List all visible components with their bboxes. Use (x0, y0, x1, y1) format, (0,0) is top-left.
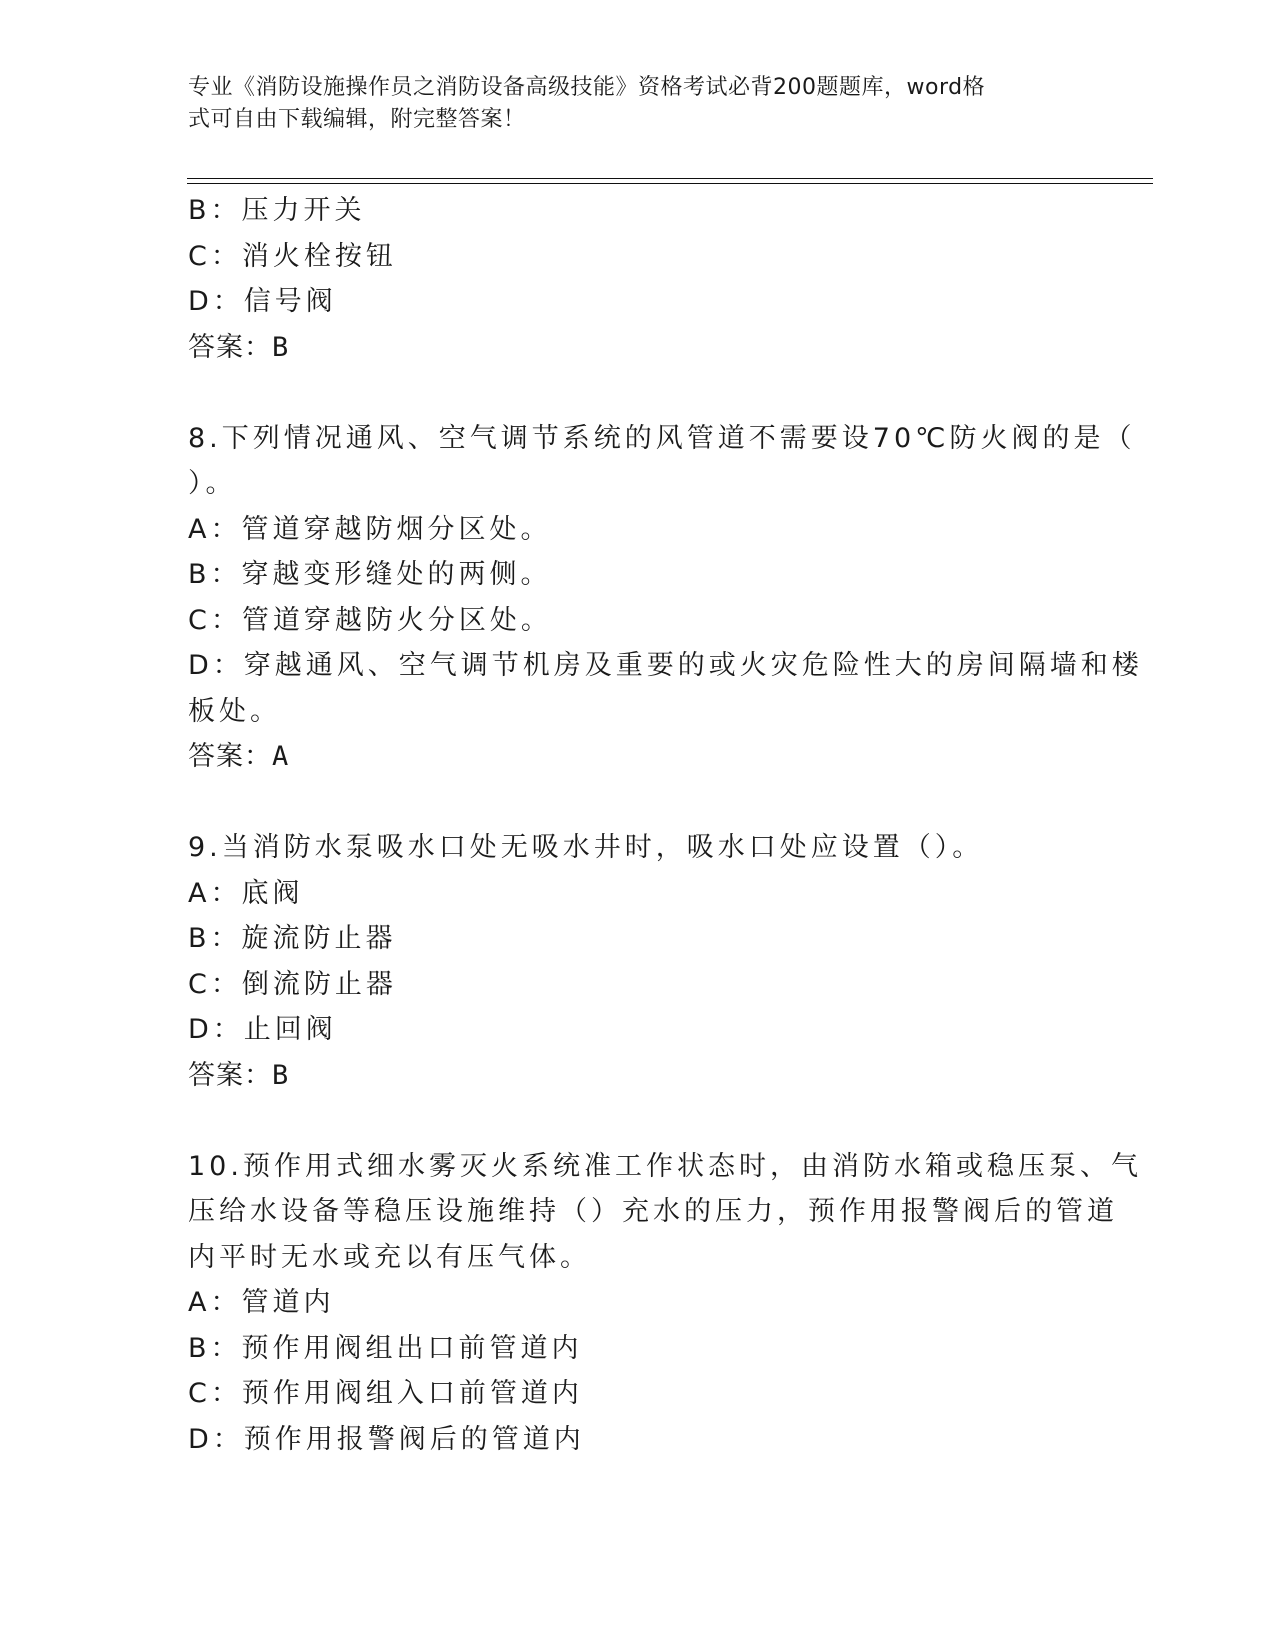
option-c: C：倒流防止器 (188, 968, 397, 1000)
option-b: B：压力开关 (188, 195, 366, 226)
option-d: D：预作用报警阀后的管道内 (188, 1423, 585, 1455)
option-b: B：穿越变形缝处的两侧。 (188, 559, 552, 590)
option-c: C：消火栓按钮 (188, 240, 397, 272)
question-stem-line: 10.预作用式细水雾灭火系统准工作状态时，由消防水箱或稳压泵、气 (188, 1150, 1142, 1182)
question-block-10 (188, 1144, 1142, 1463)
header-line-1: 专业《消防设施操作员之消防设备高级技能》资格考试必背200题题库，word格 (188, 75, 986, 100)
option-a: A：管道穿越防烟分区处。 (188, 513, 552, 545)
question-stem-line: 内平时无水或充以有压气体。 (188, 1241, 591, 1273)
option-a: A：管道内 (188, 1287, 335, 1318)
option-d: D：止回阀 (188, 1014, 337, 1045)
question-stem-line: ）。 (188, 468, 237, 499)
option-c: C：管道穿越防火分区处。 (188, 604, 552, 636)
option-d: D：信号阀 (188, 286, 337, 317)
answer-line: 答案：B (188, 331, 290, 363)
header-rule-top (187, 178, 1153, 179)
question-stem-line: 压给水设备等稳压设施维持（）充水的压力，预作用报警阀后的管道 (188, 1196, 1118, 1227)
option-d-continued: 板处。 (188, 695, 281, 727)
option-d: D：穿越通风、空气调节机房及重要的或火灾危险性大的房间隔墙和楼 (188, 650, 1143, 681)
answer-line: 答案：B (188, 1059, 290, 1091)
option-b: B：预作用阀组出口前管道内 (188, 1332, 583, 1364)
header-line-2: 式可自由下载编辑，附完整答案！ (188, 107, 526, 132)
question-stem-line: 9.当消防水泵吸水口处无吸水井时，吸水口处应设置（）。 (188, 832, 984, 863)
question-block-9 (188, 825, 1088, 1098)
spacer (188, 1098, 1088, 1144)
document-header (188, 72, 1068, 136)
option-a: A：底阀 (188, 877, 304, 909)
spacer (188, 370, 1088, 416)
question-list (188, 188, 1143, 1462)
question-block-8 (188, 416, 1143, 780)
option-c: C：预作用阀组入口前管道内 (188, 1378, 583, 1409)
answer-line: 答案：A (188, 741, 290, 772)
question-block-prev (188, 188, 1088, 370)
option-b: B：旋流防止器 (188, 923, 397, 954)
question-stem-line: 8.下列情况通风、空气调节系统的风管道不需要设70℃防火阀的是（ (188, 422, 1136, 454)
spacer (188, 780, 1088, 826)
header-rule-bottom (187, 183, 1153, 184)
